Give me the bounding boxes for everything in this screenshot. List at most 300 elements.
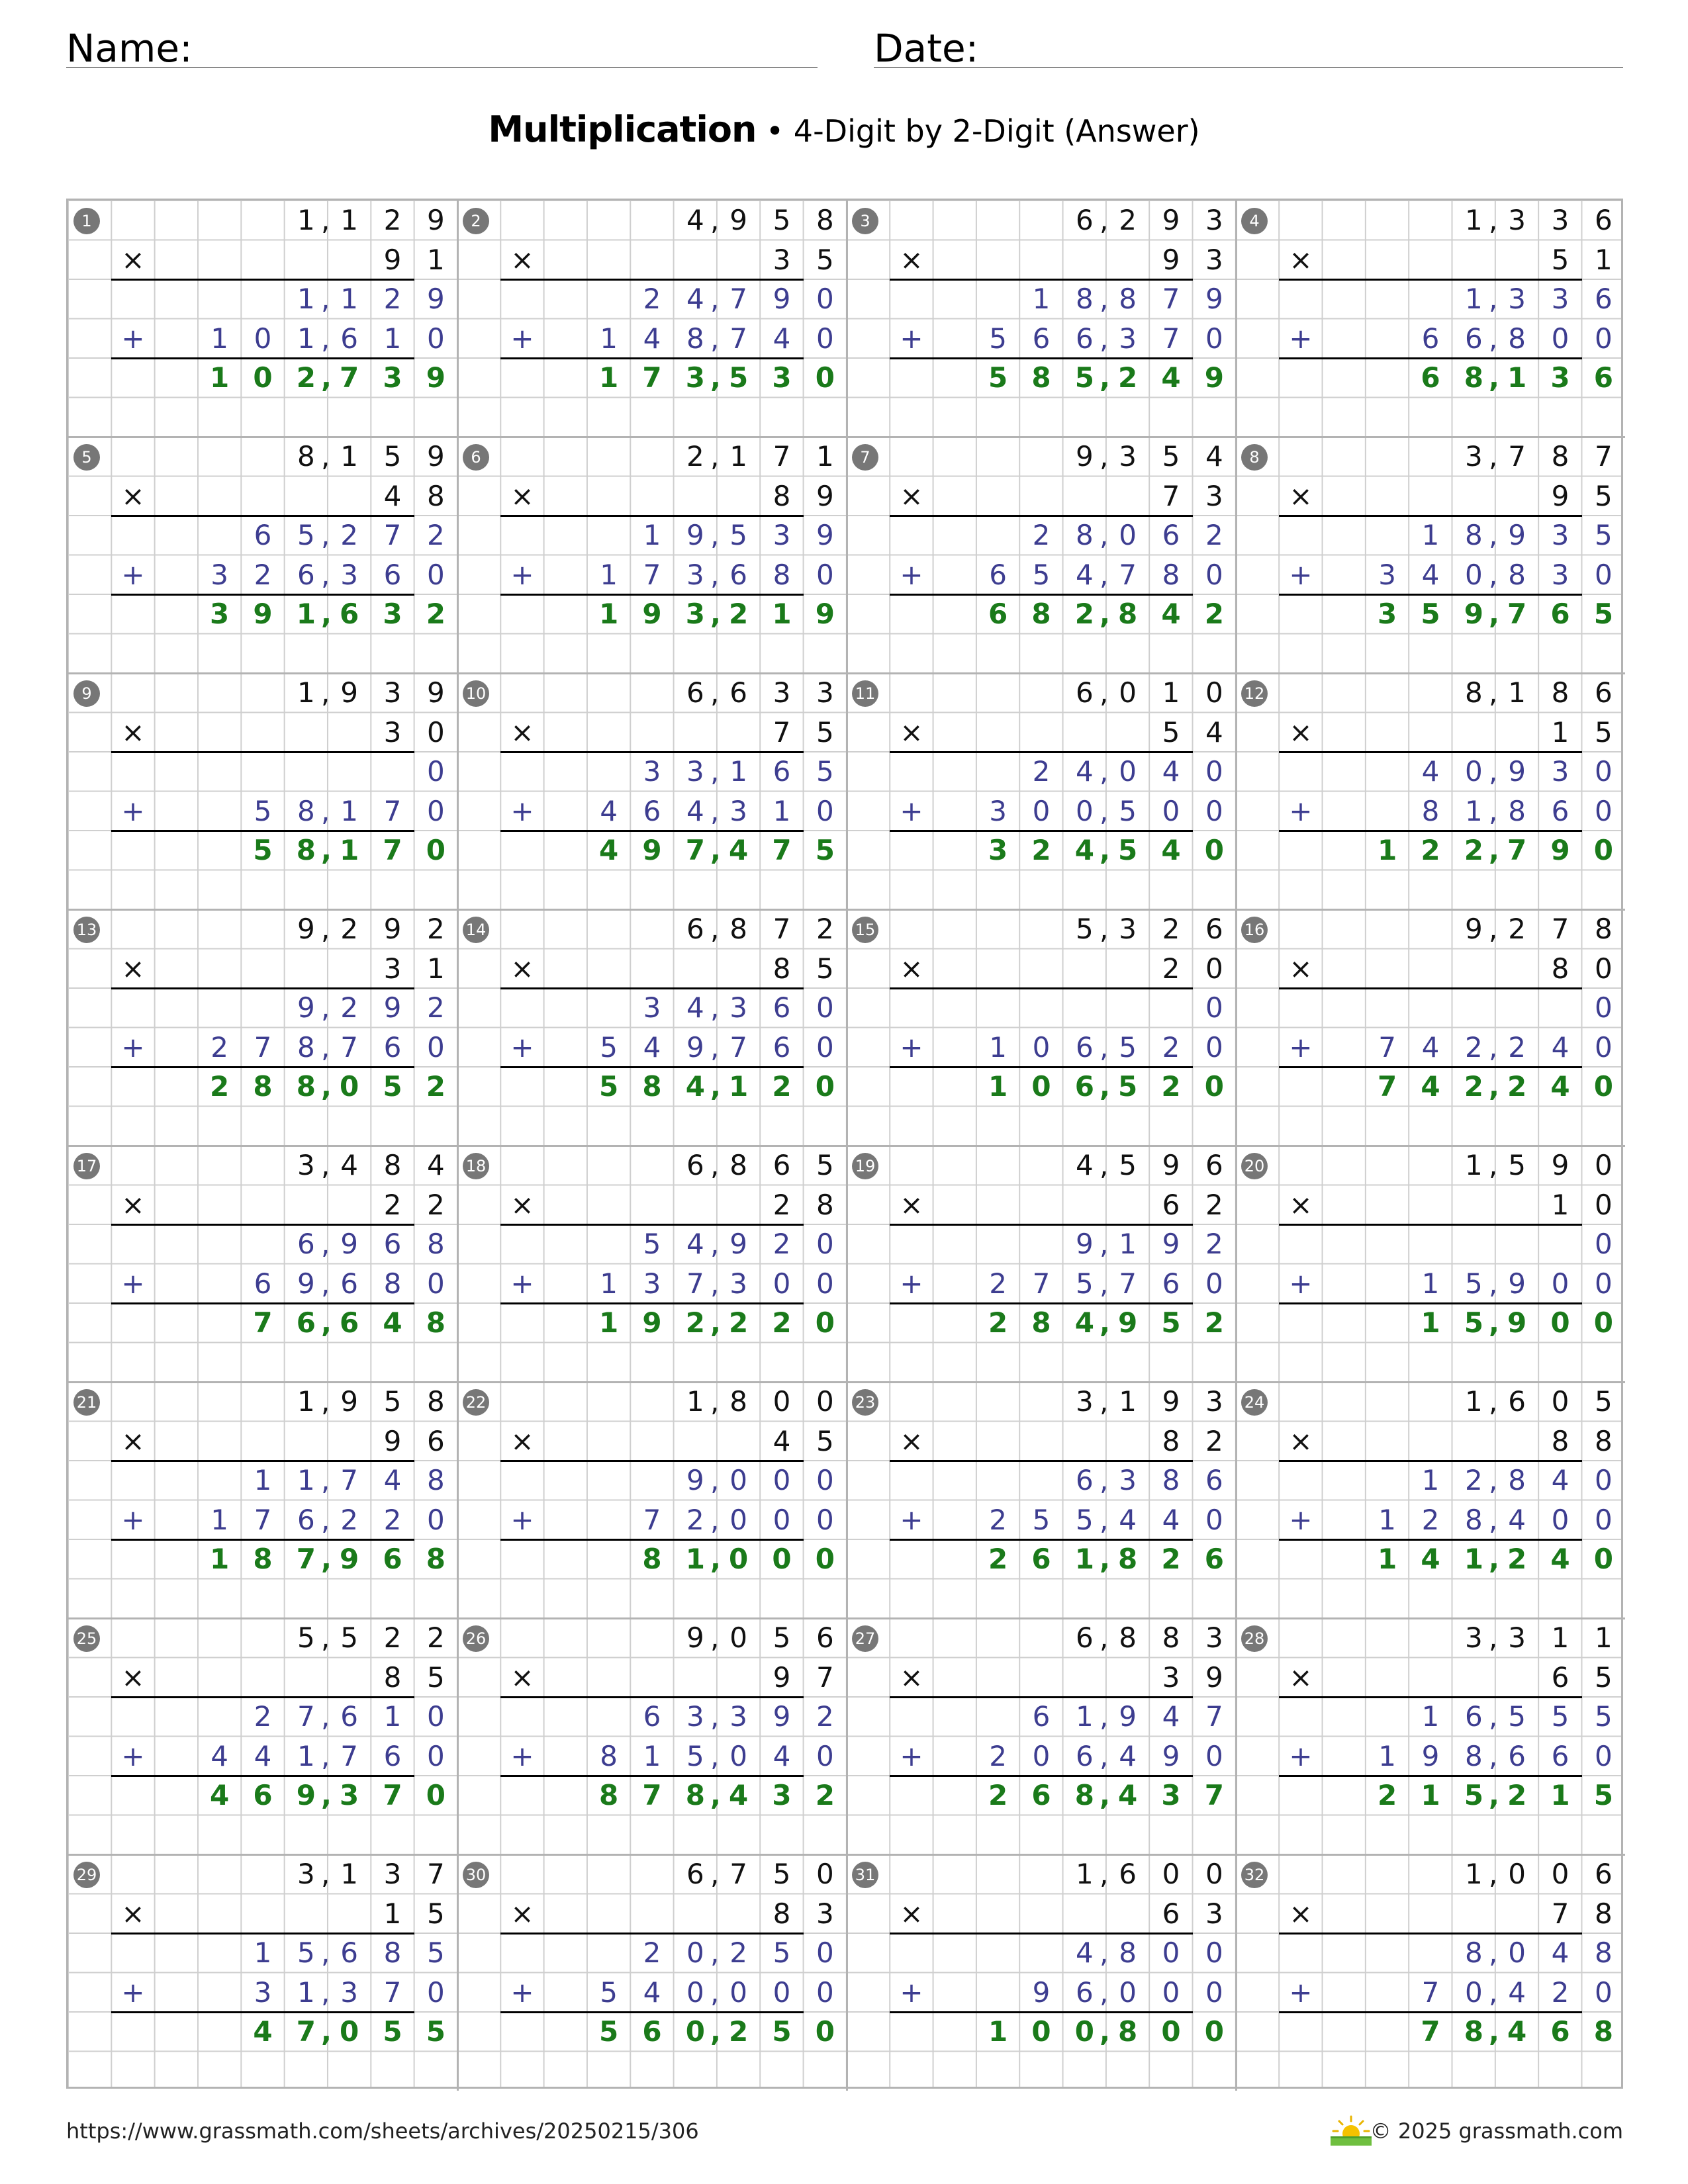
answer-rule [890,2011,1192,2013]
partial-product-1-digit: 5 , [285,516,328,555]
multiplicand-digit: 5 , [285,1618,328,1658]
thousands-comma: , [710,558,720,591]
multiplicand-digit: 5 [773,204,791,236]
answer-digit: 8 [642,1543,662,1575]
thousands-comma: , [1099,361,1110,394]
partial-product-1-digit: 8 , [1452,1933,1495,1973]
thousands-comma: , [710,794,720,827]
answer-digit: 9 , [1452,594,1495,634]
problem [1236,909,1625,1146]
partial-product-2-digit: 0 [1119,1976,1137,2009]
partial-product-2-digit: 2 [989,1503,1008,1536]
answer-digit: 1 [599,361,619,394]
partial-product-2-digit: 8 [773,558,791,591]
answer-digit: 8 [1031,1306,1051,1339]
multiplicand-digit: 6 , [674,673,717,713]
problem [457,1146,847,1382]
problem-number-badge: 16 [1241,917,1268,943]
multiplicand-digit: 3 [1119,440,1137,473]
partial-product-1-digit: 4 , [674,1224,717,1264]
answer-digit: 3 [383,361,402,394]
thousands-comma: , [320,913,330,945]
multiplier-digit: 6 [1162,1897,1180,1930]
answer-digit: 7 [642,361,662,394]
thousands-comma: , [320,1779,332,1811]
thousands-comma: , [710,519,720,551]
partial-product-2-digit: 3 [729,794,748,827]
answer-digit: 2 [729,1306,749,1339]
multiplicand-digit: 9 [340,1385,359,1418]
answer-digit: 6 [1031,1543,1051,1575]
plus-sign: + [900,1267,923,1300]
times-sign: × [900,243,923,276]
partial-product-2-digit: 4 [1119,1503,1137,1536]
answer-digit: 3 [1161,1779,1181,1811]
multiplier-digit: 5 [426,1661,445,1694]
times-sign: × [121,243,145,276]
answer-digit: 2 [426,1070,445,1103]
partial-product-2-digit: 5 , [1452,1264,1495,1304]
partial-product-1-digit: 8 [1162,1464,1180,1496]
answer-rule [890,515,1192,517]
thousands-comma: , [1099,1464,1109,1496]
multiplicand-digit: 8 [383,1149,402,1181]
thousands-comma: , [710,1464,720,1496]
answer-digit: 9 [253,598,273,630]
answer-digit: 4 , [674,1067,717,1107]
times-sign: × [510,243,534,276]
thousands-comma: , [710,755,720,788]
partial-product-2-digit: 0 [816,558,834,591]
partial-product-1-digit: 2 [426,991,445,1024]
thousands-comma: , [1488,440,1498,473]
answer-digit: 1 [599,598,619,630]
answer-rule [500,1066,803,1068]
partial-product-1-digit: 6 [1205,1464,1223,1496]
multiplier-digit: 3 [816,1897,834,1930]
partial-product-1-digit: 9 , [285,988,328,1028]
answer-rule [111,751,414,753]
answer-rule [500,830,803,832]
partial-product-2-digit: 0 [1594,1976,1613,2009]
multiplicand-digit: 0 [1205,676,1223,709]
answer-rule [111,1460,414,1462]
partial-product-2-digit: 8 [1508,558,1526,591]
plus-sign: + [510,1267,534,1300]
problem-number-badge: 31 [852,1862,878,1888]
thousands-comma: , [710,440,720,473]
answer-rule [111,1775,414,1777]
answer-digit: 3 [340,1779,359,1811]
partial-product-2-digit: 6 [383,1739,402,1772]
multiplicand-digit: 6 , [674,1854,717,1894]
answer-digit: 7 [383,834,402,866]
thousands-comma: , [710,1621,720,1654]
partial-product-2-digit: 6 , [1452,319,1495,359]
footer-url: https://www.grassmath.com/sheets/archives/20250215/306 [66,2118,699,2144]
partial-product-2-digit: 5 [600,1976,618,2009]
partial-product-2-digit: 0 [1551,322,1570,355]
answer-digit: 2 [1118,361,1138,394]
multiplicand-digit: 3 [773,676,791,709]
thousands-comma: , [1488,913,1498,945]
multiplicand-digit: 3 [1508,1621,1526,1654]
partial-product-2-digit: 2 [1162,1030,1180,1064]
thousands-comma: , [320,676,330,709]
answer-digit: 5 [383,1070,402,1103]
partial-product-1-digit: 0 , [1452,752,1495,792]
partial-product-2-digit: 4 [1508,1503,1526,1536]
title-main: Multiplication [488,109,757,150]
answer-digit: 4 [1161,834,1181,866]
thousands-comma: , [1099,283,1109,315]
multiplicand-digit: 2 , [674,437,717,477]
partial-product-1-digit: 6 [340,1700,359,1733]
partial-product-1-digit: 2 [1205,1228,1223,1260]
partial-product-2-digit: 4 [211,1739,229,1772]
problem [457,437,847,673]
multiplicand-digit: 0 [1594,1149,1613,1181]
multiplicand-digit: 3 [383,676,402,709]
plus-sign: + [1289,1976,1313,2009]
partial-product-1-digit: 1 , [285,1461,328,1500]
multiplier-digit: 5 [1162,715,1180,749]
thousands-comma: , [1488,1267,1498,1300]
partial-product-1-digit: 1 [1032,283,1051,315]
problem [68,437,457,673]
partial-product-2-digit: 3 [211,558,229,591]
answer-rule [500,1933,803,1934]
partial-product-2-digit: 3 [1119,322,1137,355]
partial-product-1-digit: 5 [1594,1700,1613,1733]
answer-digit: 5 [1593,598,1613,630]
partial-product-2-digit: 1 , [285,1737,328,1776]
answer-digit: 2 , [1452,1067,1495,1107]
thousands-comma: , [1099,1503,1109,1536]
times-sign: × [121,1424,145,1457]
partial-product-2-digit: 2 , [1452,1028,1495,1068]
thousands-comma: , [1099,1543,1110,1575]
partial-product-2-digit: 6 [989,558,1008,591]
answer-digit: 3 [772,361,792,394]
multiplier-digit: 2 [1205,1424,1223,1457]
thousands-comma: , [320,1385,330,1418]
thousands-comma: , [1488,1976,1498,2009]
partial-product-2-digit: 6 [643,794,661,827]
partial-product-1-digit: 8 [1508,1464,1526,1496]
plus-sign: + [1289,322,1313,355]
answer-digit: 0 , [1063,2012,1106,2052]
thousands-comma: , [320,834,332,866]
plus-sign: + [121,1030,145,1064]
partial-product-2-digit: 1 [1421,1267,1440,1300]
thousands-comma: , [320,1228,330,1260]
multiplicand-digit: 8 , [1452,673,1495,713]
multiplier-digit: 9 [816,479,834,512]
answer-rule [1279,1224,1581,1226]
partial-product-1-digit: 8 [426,1228,445,1260]
multiplicand-digit: 1 [340,440,359,473]
partial-product-2-digit: 0 [1594,1503,1613,1536]
multiplier-digit: 0 [426,715,445,749]
thousands-comma: , [1099,598,1110,630]
multiplicand-digit: 8 [729,1149,748,1181]
multiplicand-digit: 0 [1119,676,1137,709]
partial-product-2-digit: 3 [340,1976,359,2009]
thousands-comma: , [1488,1030,1498,1064]
answer-rule [111,594,414,596]
times-sign: × [900,952,923,985]
answer-digit: 6 [642,2015,662,2048]
thousands-comma: , [710,1976,720,2009]
problem [847,1382,1236,1618]
problem [457,909,847,1146]
partial-product-1-digit: 2 [643,1936,661,1969]
multiplicand-digit: 2 [816,913,834,945]
partial-product-1-digit: 9 [816,519,834,551]
partial-product-1-digit: 3 [643,755,661,788]
problem-number-badge: 19 [852,1153,878,1179]
multiplicand-digit: 1 [340,204,359,236]
multiplicand-digit: 8 [1551,440,1570,473]
answer-rule [890,594,1192,596]
answer-digit: 4 [729,1779,749,1811]
thousands-comma: , [320,1306,332,1339]
thousands-comma: , [710,1700,720,1733]
problem-number-badge: 22 [463,1389,489,1416]
page-title [0,106,1688,155]
partial-product-2-digit: 5 [254,794,272,827]
partial-product-1-digit: 1 [254,1464,272,1496]
answer-digit: 2 [1204,598,1224,630]
partial-product-2-digit: 7 [1119,1267,1137,1300]
answer-digit: 2 [772,1070,792,1103]
partial-product-2-digit: 7 [383,1976,402,2009]
multiplier-digit: 7 [1162,479,1180,512]
problem [457,673,847,909]
answer-digit: 8 [1031,598,1051,630]
answer-rule [1279,987,1581,989]
multiplicand-digit: 1 , [285,201,328,240]
plus-sign: + [121,322,145,355]
partial-product-2-digit: 0 [1162,1976,1180,2009]
thousands-comma: , [1099,1267,1109,1300]
thousands-comma: , [320,1858,330,1890]
partial-product-2-digit: 1 [1378,1739,1397,1772]
partial-product-2-digit: 0 [1594,794,1613,827]
multiplicand-digit: 6 , [1063,673,1106,713]
problem-number-badge: 7 [852,444,878,471]
times-sign: × [900,479,923,512]
answer-digit: 2 , [1452,831,1495,870]
thousands-comma: , [710,1030,720,1064]
partial-product-1-digit: 3 , [674,752,717,792]
partial-product-2-digit: 9 , [285,1264,328,1304]
multiplicand-digit: 1 [1119,1385,1137,1418]
partial-product-1-digit: 9 [1508,755,1526,788]
partial-product-2-digit: 4 [643,1976,661,2009]
thousands-comma: , [320,1030,330,1064]
thousands-comma: , [320,598,332,630]
answer-digit: 6 [1550,598,1570,630]
thousands-comma: , [1099,1030,1109,1064]
multiplicand-digit: 1 [816,440,834,473]
answer-digit: 6 [1421,361,1440,394]
answer-digit: 4 [599,834,619,866]
answer-digit: 3 , [674,594,717,634]
multiplier-digit: 4 [773,1424,791,1457]
problem [1236,1146,1625,1382]
problem [68,1146,457,1382]
answer-digit: 4 [729,834,749,866]
multiplicand-digit: 8 , [285,437,328,477]
name-label: Name: [66,26,193,71]
partial-product-1-digit: 0 [1594,1228,1613,1260]
partial-product-1-digit: 1 [340,283,359,315]
answer-rule [1279,1066,1581,1068]
multiplicand-digit: 3 , [1452,437,1495,477]
problem [847,1618,1236,1854]
multiplier-digit: 8 [773,952,791,985]
partial-product-1-digit: 1 [643,519,661,551]
multiplier-digit: 9 [1162,243,1180,276]
partial-product-2-digit: 1 [383,322,402,355]
multiplier-digit: 5 [1594,1661,1613,1694]
thousands-comma: , [1488,1779,1499,1811]
answer-digit: 5 [772,2015,792,2048]
thousands-comma: , [1488,1621,1498,1654]
partial-product-1-digit: 0 , [674,1933,717,1973]
answer-digit: 1 [340,834,359,866]
multiplier-digit: 3 [383,715,402,749]
partial-product-2-digit: 8 [1508,794,1526,827]
partial-product-2-digit: 3 [989,794,1008,827]
multiplier-digit: 5 [816,243,834,276]
partial-product-1-digit: 9 [1205,283,1223,315]
partial-product-1-digit: 0 [816,1936,834,1969]
partial-product-1-digit: 7 [729,283,748,315]
multiplicand-digit: 1 , [1452,1854,1495,1894]
multiplicand-digit: 1 [1162,676,1180,709]
answer-rule [111,2011,414,2013]
partial-product-1-digit: 4 , [674,279,717,319]
multiplicand-digit: 2 [426,913,445,945]
partial-product-2-digit: 8 , [1452,1500,1495,1540]
thousands-comma: , [320,1503,330,1536]
answer-digit: 8 [1593,2015,1613,2048]
multiplier-digit: 1 [1551,715,1570,749]
thousands-comma: , [710,1149,720,1181]
answer-digit: 9 [1204,361,1224,394]
multiplicand-digit: 9 [426,440,445,473]
multiplicand-digit: 7 [773,440,791,473]
partial-product-2-digit: 7 [643,558,661,591]
times-sign: × [121,1661,145,1694]
partial-product-2-digit: 7 [729,1030,748,1064]
answer-rule [1279,1460,1581,1462]
answer-digit: 5 [988,361,1008,394]
multiplier-digit: 8 [383,1661,402,1694]
answer-digit: 7 [253,1306,273,1339]
answer-digit: 2 [1031,834,1051,866]
multiplier-digit: 8 [1594,1424,1613,1457]
answer-digit: 6 , [285,1303,328,1343]
problem [457,201,847,437]
answer-digit: 5 [1118,834,1138,866]
answer-rule [500,1224,803,1226]
answer-rule [1279,279,1581,281]
plus-sign: + [1289,1030,1313,1064]
multiplicand-digit: 6 [773,1149,791,1181]
answer-rule [890,357,1192,359]
partial-product-2-digit: 7 [1378,1030,1397,1064]
answer-digit: 1 [988,1070,1008,1103]
problem-number-badge: 3 [852,208,878,234]
partial-product-1-digit: 2 , [1452,1461,1495,1500]
partial-product-2-digit: 0 [426,558,445,591]
multiplicand-digit: 3 , [1063,1382,1106,1422]
answer-digit: 8 [253,1070,273,1103]
partial-product-2-digit: 5 [1032,558,1051,591]
partial-product-1-digit: 6 [340,1936,359,1969]
partial-product-2-digit: 0 [426,1503,445,1536]
answer-rule [1279,1539,1581,1541]
thousands-comma: , [320,1267,330,1300]
partial-product-1-digit: 2 [383,283,402,315]
thousands-comma: , [1488,322,1498,355]
partial-product-1-digit: 8 , [1063,279,1106,319]
times-sign: × [510,1661,534,1694]
thousands-comma: , [1099,794,1109,827]
thousands-comma: , [1488,755,1498,788]
times-sign: × [900,715,923,749]
answer-digit: 1 , [674,1539,717,1579]
partial-product-1-digit: 2 [426,519,445,551]
partial-product-1-digit: 3 [1119,1464,1137,1496]
times-sign: × [1289,1188,1313,1221]
multiplicand-digit: 9 [426,676,445,709]
partial-product-2-digit: 0 [1205,1267,1223,1300]
partial-product-2-digit: 8 [1421,794,1440,827]
thousands-comma: , [710,1385,720,1418]
answer-rule [890,1302,1192,1304]
thousands-comma: , [710,913,720,945]
answer-digit: 0 [426,834,445,866]
thousands-comma: , [710,204,720,236]
partial-product-2-digit: 0 [254,322,272,355]
answer-digit: 0 [1593,1306,1613,1339]
plus-sign: + [121,1503,145,1536]
thousands-comma: , [710,283,720,315]
partial-product-2-digit: 5 [1119,794,1137,827]
multiplicand-digit: 3 [1205,204,1223,236]
multiplicand-digit: 5 [383,1385,402,1418]
partial-product-1-digit: 3 [1551,755,1570,788]
multiplicand-digit: 3 , [1452,1618,1495,1658]
multiplicand-digit: 3 [1205,1385,1223,1418]
multiplier-digit: 0 [1594,952,1613,985]
answer-rule [890,1696,1192,1698]
answer-digit: 2 [1378,1779,1397,1811]
thousands-comma: , [1099,755,1109,788]
thousands-comma: , [320,1543,332,1575]
partial-product-2-digit: 4 , [1063,555,1106,595]
answer-digit: 9 [815,598,835,630]
partial-product-2-digit: 6 [340,1267,359,1300]
partial-product-1-digit: 5 [1551,1700,1570,1733]
partial-product-1-digit: 0 [1508,1936,1526,1969]
answer-rule [890,751,1192,753]
